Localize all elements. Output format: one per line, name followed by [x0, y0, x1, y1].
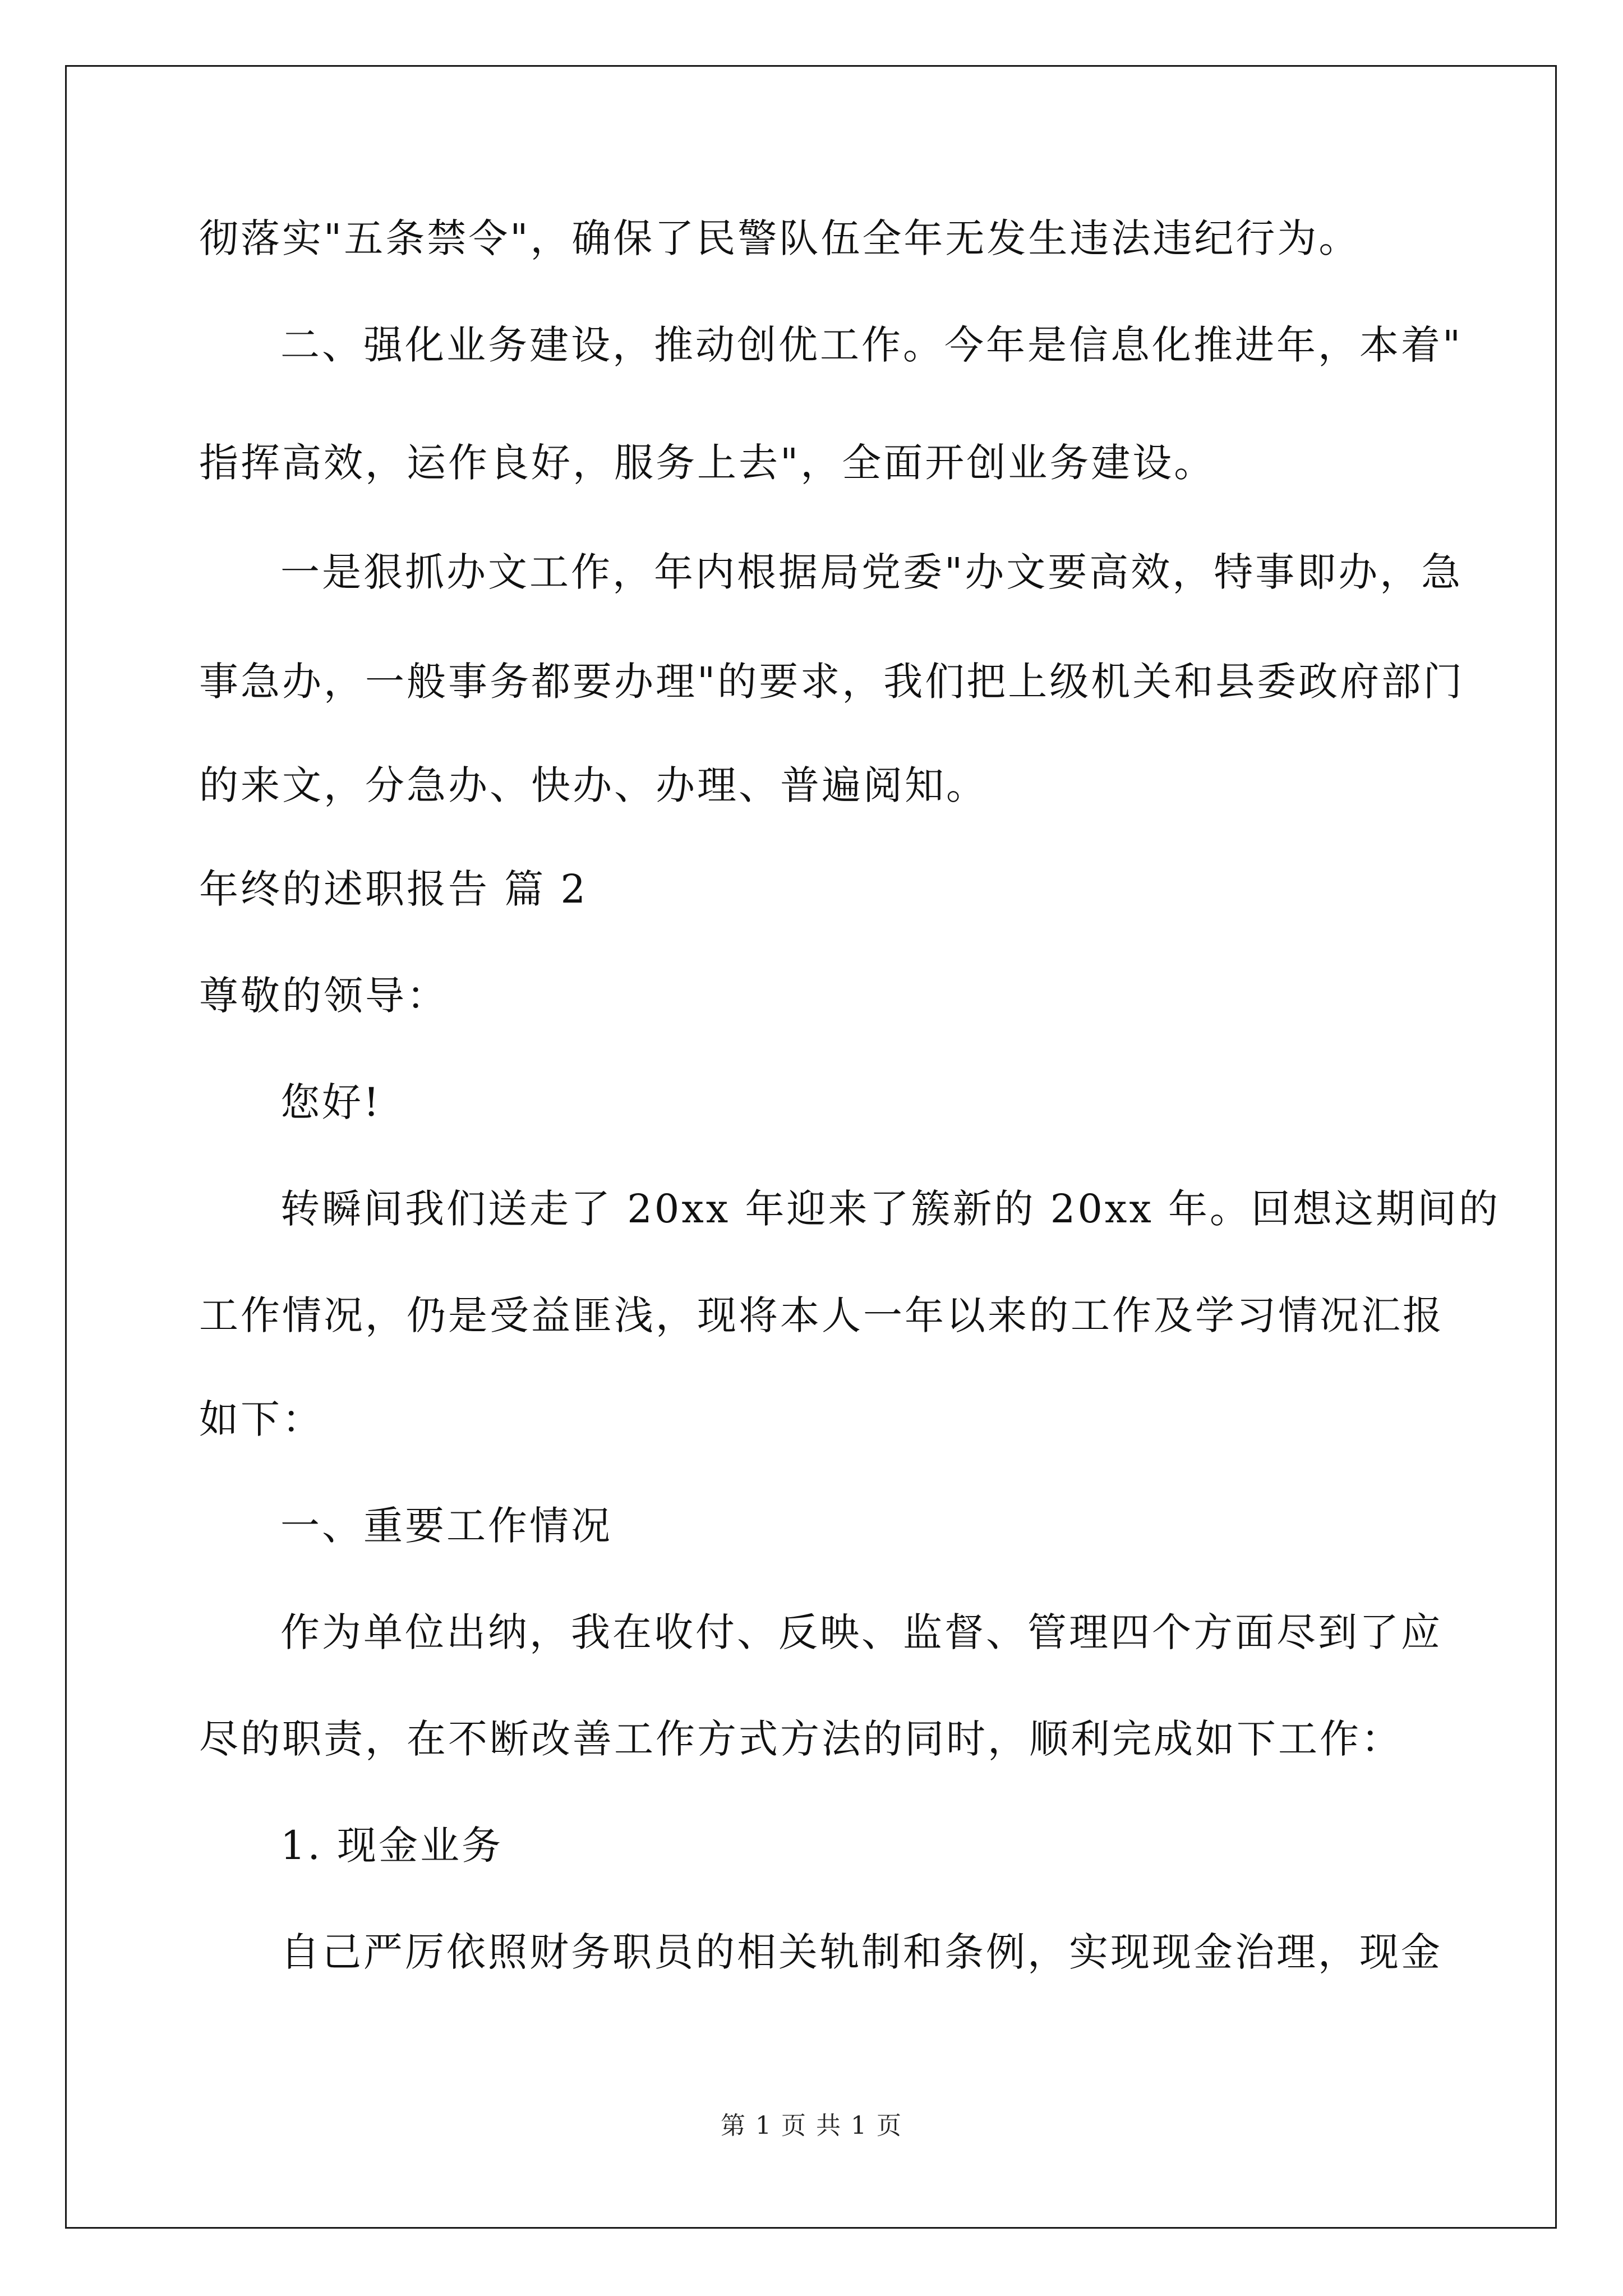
- page-border: [65, 65, 1557, 2229]
- salutation: 尊敬的领导：: [199, 973, 448, 1019]
- paragraph-line: 作为单位出纳，我在收付、反映、监督、管理四个方面尽到了应: [280, 1609, 1442, 1655]
- subsection-heading: 一、重要工作情况: [280, 1503, 612, 1549]
- section-heading: 年终的述职报告 篇 2: [199, 866, 588, 912]
- paragraph-line: 二、强化业务建设，推动创优工作。今年是信息化推进年，本着": [280, 322, 1463, 368]
- paragraph-line: 一是狠抓办文工作，年内根据局党委"办文要高效，特事即办，急: [280, 549, 1463, 595]
- paragraph-line: 的来文，分急办、快办、办理、普遍阅知。: [199, 762, 988, 808]
- page-footer: 第 1 页 共 1 页: [721, 2111, 902, 2140]
- paragraph-line: 如下：: [199, 1396, 324, 1442]
- greeting: 您好!: [280, 1079, 382, 1125]
- paragraph-line: 事急办，一般事务都要办理"的要求，我们把上级机关和县委政府部门: [199, 659, 1465, 705]
- paragraph-line: 彻落实"五条禁令"，确保了民警队伍全年无发生违法违纪行为。: [199, 215, 1361, 261]
- list-item-heading: 1. 现金业务: [280, 1823, 504, 1869]
- paragraph-line: 尽的职责，在不断改善工作方式方法的同时，顺利完成如下工作：: [199, 1716, 1403, 1762]
- paragraph-line: 工作情况，仍是受益匪浅，现将本人一年以来的工作及学习情况汇报: [199, 1292, 1444, 1338]
- paragraph-line: 自己严厉依照财务职员的相关轨制和条例，实现现金治理，现金: [280, 1929, 1442, 1975]
- paragraph-line: 转瞬间我们送走了 20xx 年迎来了簇新的 20xx 年。回想这期间的: [280, 1186, 1501, 1232]
- paragraph-line: 指挥高效，运作良好，服务上去"，全面开创业务建设。: [199, 440, 1216, 486]
